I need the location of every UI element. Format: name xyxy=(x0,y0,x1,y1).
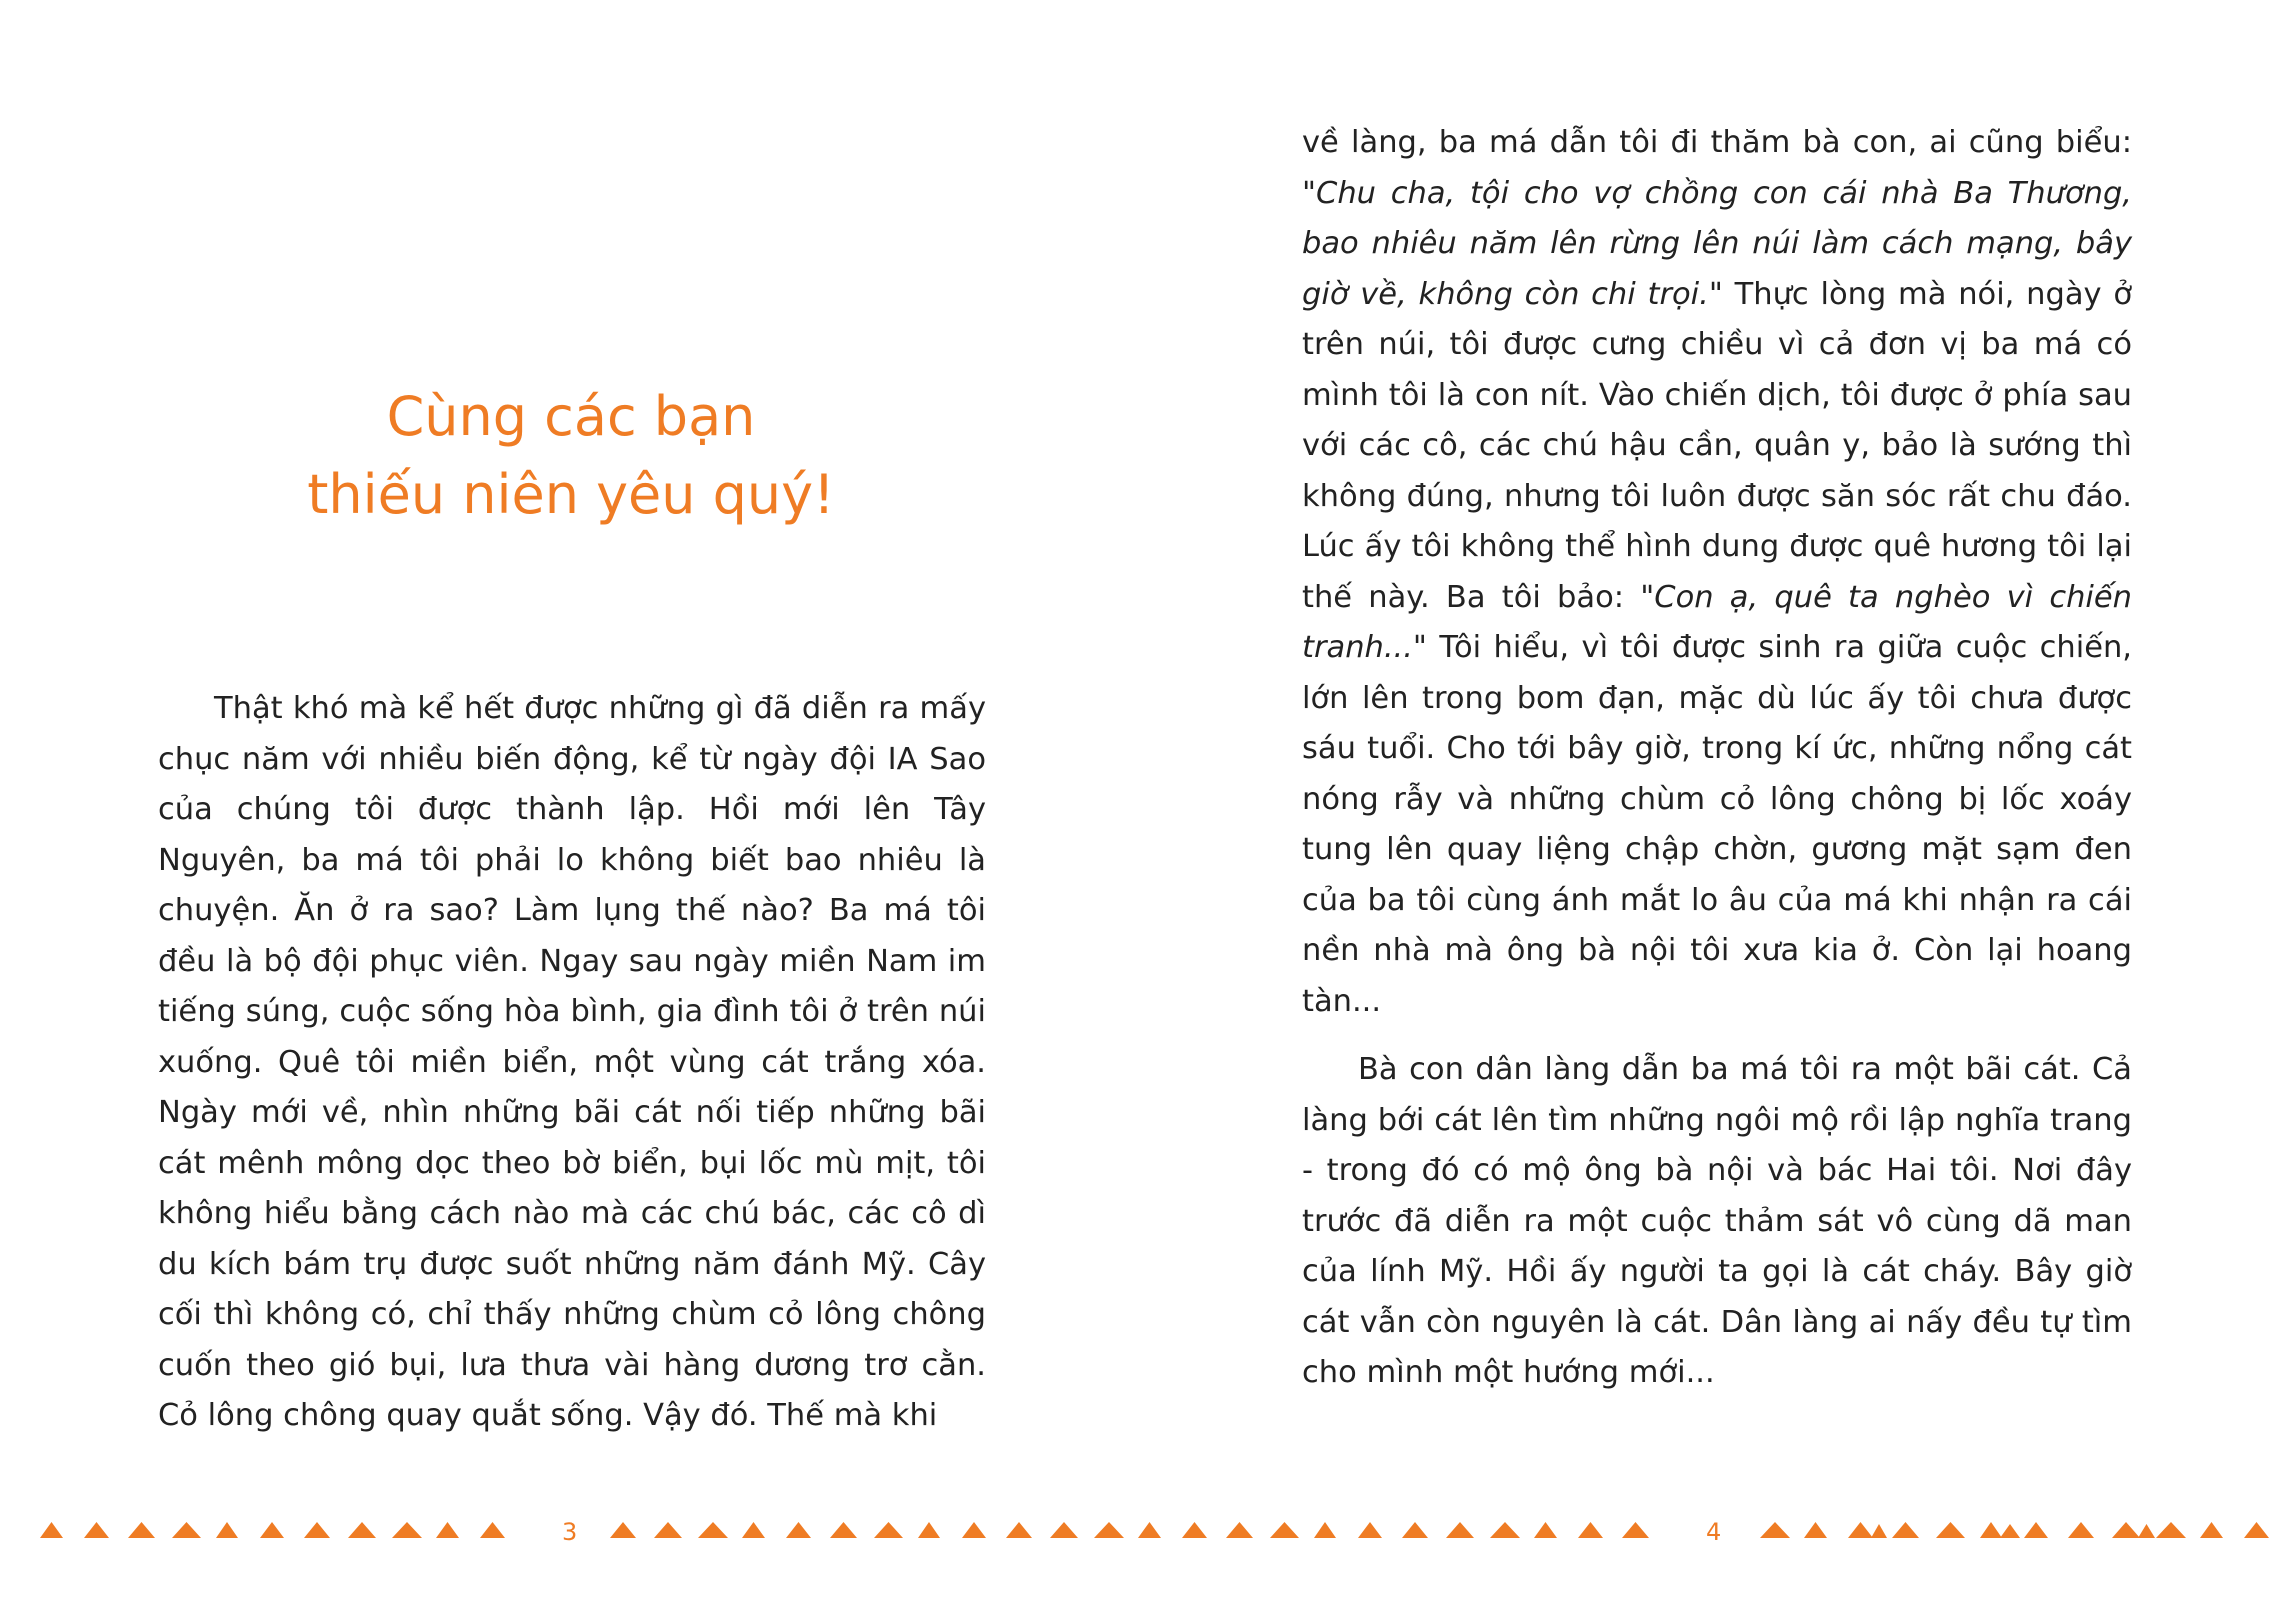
border-triangle xyxy=(1446,1522,1474,1538)
border-triangle xyxy=(480,1522,505,1538)
border-triangle xyxy=(1314,1522,1336,1538)
border-triangle xyxy=(830,1522,857,1538)
border-triangle xyxy=(742,1522,765,1538)
right-paragraph-2: Bà con dân làng dẫn ba má tôi ra một bãi cát. Cả làng bới cát lên tìm những ngôi mộ rồi lập nghĩa trang - trong đó có mộ ông bà nội và bác Hai tôi. Nơi đây trước đã diễn ra một cuộc thảm sát vô cùng dã man của lính Mỹ. Hồi ấy người ta gọi là cát cháy. Bây giờ cát vẫn còn nguyên là cát. Dân làng ai nấy đều tự tìm cho mình một hướng mới... xyxy=(1302,1052,2132,1390)
right-page xyxy=(1142,0,2284,1615)
border-triangle xyxy=(1138,1522,1161,1538)
border-triangle xyxy=(2068,1522,2094,1538)
border-triangle xyxy=(918,1522,940,1538)
page-number-right: 4 xyxy=(1706,1518,1722,1546)
border-triangle xyxy=(260,1522,284,1538)
triangle-border-icon xyxy=(0,1500,2284,1560)
border-triangle xyxy=(1936,1522,1965,1538)
border-triangle xyxy=(1402,1522,1428,1538)
right-paragraph-1-part-1: về làng, ba má dẫn tôi đi thăm bà con, ai cũng biểu: xyxy=(1302,125,2132,160)
border-triangle xyxy=(1848,1522,1873,1538)
left-paragraph: Thật khó mà kể hết được những gì đã diễn ra mấy chục năm với nhiều biến động, kể từ ngày đội IA Sao của chúng tôi được thành lập. Hồi mới lên Tây Nguyên, ba má tôi phải lo không biết bao nhiêu là chuyện. Ăn ở ra sao? Làm lụng thế nào? Ba má tôi đều là bộ đội phục viên. Ngay sau ngày miền Nam im tiếng súng, cuộc sống hòa bình, gia đình tôi ở trên núi xuống. Quê tôi miền biển, một vùng cát trắng xóa. Ngày mới về, nhìn những bãi cát nối tiếp những bãi cát mênh mông dọc theo bờ biển, bụi lốc mù mịt, tôi không hiểu bằng cách nào mà các chú bác, các cô dì du kích bám trụ được suốt những năm đánh Mỹ. Cây cối thì không có, chỉ thấy những chùm cỏ lông chông cuốn theo gió bụi, lưa thưa vài hàng dương trơ cằn. Cỏ lông chông quay quắt sống. Vậy đó. Thế mà khi xyxy=(158,691,986,1433)
border-triangle xyxy=(874,1522,903,1538)
border-triangle xyxy=(2138,1524,2155,1538)
border-triangle xyxy=(1760,1522,1790,1538)
border-triangle xyxy=(2244,1522,2269,1538)
title-line-1: Cùng các bạn xyxy=(386,385,756,448)
border-triangle xyxy=(392,1522,422,1538)
border-triangle xyxy=(1490,1522,1520,1538)
border-triangle xyxy=(1226,1522,1253,1538)
border-triangle xyxy=(1804,1522,1827,1538)
border-triangle xyxy=(698,1522,728,1538)
border-triangle xyxy=(2024,1522,2048,1538)
right-paragraph-1-quote-1: "Chu cha, tội cho vợ chồng con cái nhà Ba Thương, bao nhiêu năm lên rừng lên núi làm cách mạng, bây giờ về, không còn chi trọi." xyxy=(1302,175,2132,312)
right-paragraph-1-part-3: Tôi hiểu, vì tôi được sinh ra giữa cuộc chiến, lớn lên trong bom đạn, mặc dù lúc ấy tôi chưa được sáu tuổi. Cho tới bây giờ, trong kí ức, những nổng cát nóng rẫy và những chùm cỏ lông chông bị lốc xoáy tung lên quay liệng chập chờn, gương mặt sạm đen của ba tôi cùng ánh mắt lo âu của má khi nhận ra cái nền nhà mà ông bà nội tôi xưa kia ở. Còn lại hoang tàn... xyxy=(1302,630,2132,1019)
border-triangle xyxy=(2200,1522,2223,1538)
border-triangle xyxy=(1270,1522,1299,1538)
border-triangle xyxy=(84,1522,109,1538)
border-triangle xyxy=(1358,1522,1382,1538)
right-body-text xyxy=(1302,118,2132,1399)
border-triangle xyxy=(610,1522,636,1538)
page-number-left: 3 xyxy=(562,1518,578,1546)
border-triangle xyxy=(2112,1522,2140,1538)
border-triangle xyxy=(1006,1522,1032,1538)
border-triangle xyxy=(1182,1522,1207,1538)
border-triangle xyxy=(2000,1524,2020,1538)
border-triangle xyxy=(654,1522,682,1538)
title-line-2: thiếu niên yêu quý! xyxy=(307,463,835,526)
border-triangle xyxy=(1622,1522,1649,1538)
border-triangle xyxy=(786,1522,811,1538)
border-triangle xyxy=(436,1522,459,1538)
right-paragraph-1-part-2: Thực lòng mà nói, ngày ở trên núi, tôi được cưng chiều vì cả đơn vị ba má có mình tôi là con nít. Vào chiến dịch, tôi được ở phía sau với các cô, các chú hậu cần, quân y, bảo là sướng thì không đúng, nhưng tôi luôn được săn sóc rất chu đáo. Lúc ấy tôi không thể hình dung được quê hương tôi lại thế này. Ba tôi bảo: xyxy=(1302,276,2133,615)
border-triangle xyxy=(216,1522,238,1538)
border-triangle xyxy=(1871,1524,1887,1538)
border-triangle xyxy=(40,1522,63,1538)
right-paragraph-1 xyxy=(1302,118,2132,1027)
border-triangle xyxy=(1578,1522,1603,1538)
border-triangle xyxy=(1050,1522,1078,1538)
border-triangle xyxy=(2156,1522,2186,1538)
border-triangle xyxy=(348,1522,376,1538)
border-triangle xyxy=(1094,1522,1124,1538)
border-triangle xyxy=(128,1522,155,1538)
border-triangle xyxy=(172,1522,201,1538)
left-body-text xyxy=(158,684,986,1442)
border-triangle xyxy=(1980,1522,2002,1538)
border-triangle xyxy=(1534,1522,1557,1538)
border-triangle xyxy=(962,1522,986,1538)
page-title xyxy=(0,378,1142,534)
right-paragraph-1-quote-2: "Con ạ, quê ta nghèo vì chiến tranh..." xyxy=(1302,579,2132,665)
border-triangle xyxy=(304,1522,330,1538)
border-triangle xyxy=(1892,1522,1919,1538)
